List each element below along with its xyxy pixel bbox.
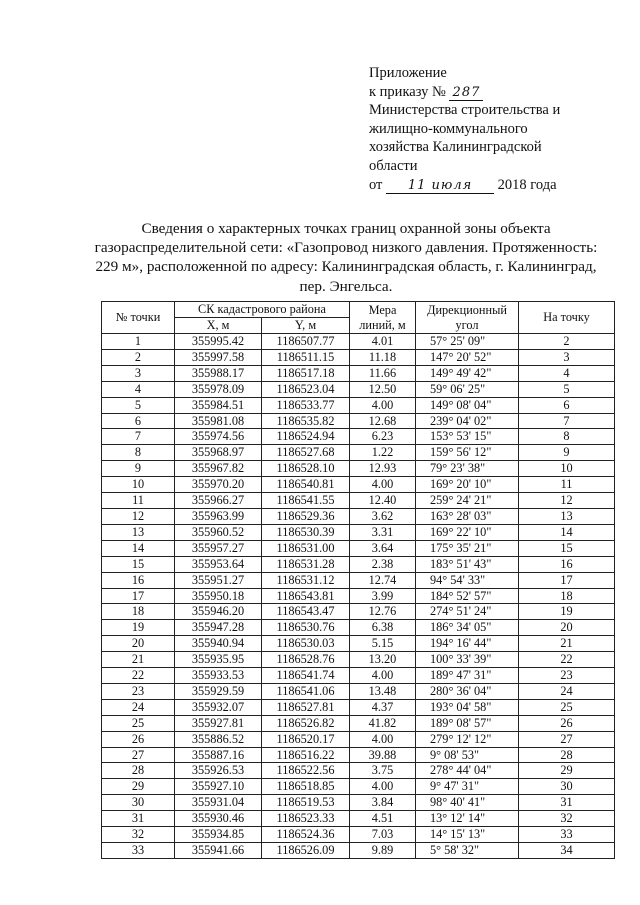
cell-direction: 59° 06' 25" <box>416 381 519 397</box>
cell-direction: 149° 49' 42" <box>416 365 519 381</box>
cell-point: 13 <box>102 524 175 540</box>
table-row <box>102 795 615 811</box>
cell-x: 355988.17 <box>175 365 262 381</box>
cell-direction: 100° 33' 39" <box>416 652 519 668</box>
cell-x: 355963.99 <box>175 508 262 524</box>
cell-direction: 175° 35' 21" <box>416 540 519 556</box>
header-to-point: На точку <box>519 302 615 334</box>
cell-y: 1186507.77 <box>262 334 350 350</box>
cell-x: 355960.52 <box>175 524 262 540</box>
cell-direction: 280° 36' 04" <box>416 683 519 699</box>
date-suffix: 2018 года <box>497 176 557 193</box>
cell-measure: 12.74 <box>350 572 416 588</box>
header-measure-line-2: линий, м <box>359 317 406 332</box>
table-row <box>102 827 615 843</box>
table-row <box>102 699 615 715</box>
cell-direction: 163° 28' 03" <box>416 508 519 524</box>
cell-y: 1186533.77 <box>262 397 350 413</box>
cell-x: 355941.66 <box>175 843 262 859</box>
cell-measure: 3.62 <box>350 508 416 524</box>
table-row <box>102 477 615 493</box>
appendix-title: Приложение <box>369 65 447 81</box>
cell-point: 9 <box>102 461 175 477</box>
cell-x: 355967.82 <box>175 461 262 477</box>
cell-y: 1186541.55 <box>262 493 350 509</box>
cell-y: 1186520.17 <box>262 731 350 747</box>
cell-x: 355927.81 <box>175 715 262 731</box>
cell-x: 355997.58 <box>175 349 262 365</box>
heading-line-3: 229 м», расположенной по адресу: Калининградская область, г. Калининград, <box>95 258 597 276</box>
table-row <box>102 620 615 636</box>
date-handwritten: 11 июля <box>386 179 494 194</box>
cell-point: 24 <box>102 699 175 715</box>
cell-measure: 39.88 <box>350 747 416 763</box>
cell-point: 12 <box>102 508 175 524</box>
cell-y: 1186523.33 <box>262 811 350 827</box>
cell-measure: 2.38 <box>350 556 416 572</box>
cell-x: 355957.27 <box>175 540 262 556</box>
cell-measure: 3.75 <box>350 763 416 779</box>
cell-x: 355934.85 <box>175 827 262 843</box>
cell-to-point: 27 <box>519 731 615 747</box>
cell-y: 1186535.82 <box>262 413 350 429</box>
cell-measure: 12.93 <box>350 461 416 477</box>
cell-point: 1 <box>102 334 175 350</box>
cell-measure: 12.40 <box>350 493 416 509</box>
cell-x: 355930.46 <box>175 811 262 827</box>
cell-to-point: 15 <box>519 540 615 556</box>
cell-x: 355981.08 <box>175 413 262 429</box>
ministry-line-1: Министерства строительства и <box>369 102 561 119</box>
cell-to-point: 28 <box>519 747 615 763</box>
cell-to-point: 17 <box>519 572 615 588</box>
cell-x: 355978.09 <box>175 381 262 397</box>
table-body <box>102 334 615 859</box>
cell-direction: 184° 52' 57" <box>416 588 519 604</box>
cell-x: 355946.20 <box>175 604 262 620</box>
cell-x: 355950.18 <box>175 588 262 604</box>
cell-direction: 57° 25' 09" <box>416 334 519 350</box>
cell-point: 17 <box>102 588 175 604</box>
cell-to-point: 26 <box>519 715 615 731</box>
cell-y: 1186524.36 <box>262 827 350 843</box>
cell-point: 23 <box>102 683 175 699</box>
cell-point: 29 <box>102 779 175 795</box>
cell-to-point: 7 <box>519 413 615 429</box>
cell-measure: 3.31 <box>350 524 416 540</box>
date-prefix: от <box>369 176 383 193</box>
table-row <box>102 381 615 397</box>
cell-to-point: 34 <box>519 843 615 859</box>
cell-point: 31 <box>102 811 175 827</box>
cell-measure: 6.23 <box>350 429 416 445</box>
cell-measure: 4.00 <box>350 477 416 493</box>
table-row <box>102 652 615 668</box>
cell-measure: 12.50 <box>350 381 416 397</box>
header-direction-line-1: Дирекционный <box>427 302 507 317</box>
cell-direction: 5° 58' 32" <box>416 843 519 859</box>
cell-point: 33 <box>102 843 175 859</box>
table-row <box>102 747 615 763</box>
cell-x: 355995.42 <box>175 334 262 350</box>
cell-direction: 189° 47' 31" <box>416 668 519 684</box>
table-row <box>102 588 615 604</box>
cell-to-point: 16 <box>519 556 615 572</box>
cell-measure: 6.38 <box>350 620 416 636</box>
cell-x: 355951.27 <box>175 572 262 588</box>
header-measure-line-1: Мера <box>368 302 397 317</box>
cell-to-point: 8 <box>519 429 615 445</box>
cell-x: 355932.07 <box>175 699 262 715</box>
cell-y: 1186543.47 <box>262 604 350 620</box>
table-row <box>102 811 615 827</box>
cell-direction: 189° 08' 57" <box>416 715 519 731</box>
table-row <box>102 715 615 731</box>
cell-to-point: 18 <box>519 588 615 604</box>
cell-direction: 239° 04' 02" <box>416 413 519 429</box>
cell-point: 2 <box>102 349 175 365</box>
cell-measure: 13.20 <box>350 652 416 668</box>
cell-to-point: 4 <box>519 365 615 381</box>
cell-to-point: 10 <box>519 461 615 477</box>
table-row <box>102 604 615 620</box>
cell-y: 1186511.15 <box>262 349 350 365</box>
cell-y: 1186518.85 <box>262 779 350 795</box>
cell-point: 30 <box>102 795 175 811</box>
cell-to-point: 30 <box>519 779 615 795</box>
ministry-line-3: хозяйства Калининградской <box>369 139 542 156</box>
cell-measure: 7.03 <box>350 827 416 843</box>
header-x: X, м <box>175 318 262 334</box>
ministry-line-4: области <box>369 157 418 174</box>
cell-measure: 5.15 <box>350 636 416 652</box>
cell-x: 355974.56 <box>175 429 262 445</box>
cell-to-point: 20 <box>519 620 615 636</box>
cell-point: 19 <box>102 620 175 636</box>
cell-y: 1186517.18 <box>262 365 350 381</box>
cell-to-point: 9 <box>519 445 615 461</box>
header-direction <box>416 302 519 334</box>
cell-y: 1186528.10 <box>262 461 350 477</box>
table-row <box>102 365 615 381</box>
cell-to-point: 14 <box>519 524 615 540</box>
cell-direction: 193° 04' 58" <box>416 699 519 715</box>
cell-direction: 259° 24' 21" <box>416 493 519 509</box>
cell-to-point: 11 <box>519 477 615 493</box>
cell-x: 355926.53 <box>175 763 262 779</box>
cell-to-point: 5 <box>519 381 615 397</box>
table-header <box>102 302 615 334</box>
order-number: 287 <box>449 86 483 101</box>
cell-measure: 9.89 <box>350 843 416 859</box>
cell-point: 25 <box>102 715 175 731</box>
heading-line-4: пер. Энгельса. <box>299 277 393 295</box>
cell-direction: 194° 16' 44" <box>416 636 519 652</box>
cell-direction: 13° 12' 14" <box>416 811 519 827</box>
cell-direction: 9° 08' 53" <box>416 747 519 763</box>
cell-to-point: 2 <box>519 334 615 350</box>
cell-point: 28 <box>102 763 175 779</box>
cell-point: 16 <box>102 572 175 588</box>
cell-point: 4 <box>102 381 175 397</box>
cell-y: 1186543.81 <box>262 588 350 604</box>
cell-direction: 159° 56' 12" <box>416 445 519 461</box>
ministry-line-2: жилищно-коммунального <box>369 120 528 137</box>
cell-point: 18 <box>102 604 175 620</box>
cell-y: 1186526.09 <box>262 843 350 859</box>
cell-point: 32 <box>102 827 175 843</box>
cell-direction: 79° 23' 38" <box>416 461 519 477</box>
cell-point: 11 <box>102 493 175 509</box>
cell-direction: 14° 15' 13" <box>416 827 519 843</box>
cell-y: 1186531.28 <box>262 556 350 572</box>
cell-direction: 149° 08' 04" <box>416 397 519 413</box>
table-row <box>102 763 615 779</box>
table-row <box>102 461 615 477</box>
cell-point: 7 <box>102 429 175 445</box>
cell-x: 355953.64 <box>175 556 262 572</box>
cell-direction: 183° 51' 43" <box>416 556 519 572</box>
cell-point: 8 <box>102 445 175 461</box>
cell-x: 355940.94 <box>175 636 262 652</box>
cell-x: 355886.52 <box>175 731 262 747</box>
cell-direction: 147° 20' 52" <box>416 349 519 365</box>
cell-measure: 4.00 <box>350 731 416 747</box>
cell-y: 1186541.74 <box>262 668 350 684</box>
cell-measure: 3.64 <box>350 540 416 556</box>
cell-y: 1186519.53 <box>262 795 350 811</box>
cell-measure: 12.68 <box>350 413 416 429</box>
cell-to-point: 6 <box>519 397 615 413</box>
table-row <box>102 445 615 461</box>
cell-y: 1186530.03 <box>262 636 350 652</box>
cell-point: 14 <box>102 540 175 556</box>
cell-measure: 4.01 <box>350 334 416 350</box>
cell-y: 1186540.81 <box>262 477 350 493</box>
table-row <box>102 493 615 509</box>
cell-x: 355933.53 <box>175 668 262 684</box>
table-row <box>102 508 615 524</box>
table-row <box>102 540 615 556</box>
table-row <box>102 636 615 652</box>
cell-x: 355984.51 <box>175 397 262 413</box>
cell-direction: 153° 53' 15" <box>416 429 519 445</box>
cell-measure: 3.84 <box>350 795 416 811</box>
cell-direction: 9° 47' 31" <box>416 779 519 795</box>
cell-to-point: 3 <box>519 349 615 365</box>
cell-point: 20 <box>102 636 175 652</box>
table-row <box>102 683 615 699</box>
table-row <box>102 524 615 540</box>
cell-y: 1186530.39 <box>262 524 350 540</box>
table-row <box>102 668 615 684</box>
cell-measure: 4.37 <box>350 699 416 715</box>
cell-measure: 11.18 <box>350 349 416 365</box>
cell-point: 5 <box>102 397 175 413</box>
cell-point: 27 <box>102 747 175 763</box>
cell-point: 26 <box>102 731 175 747</box>
cell-x: 355968.97 <box>175 445 262 461</box>
cell-x: 355931.04 <box>175 795 262 811</box>
cell-x: 355927.10 <box>175 779 262 795</box>
cell-measure: 41.82 <box>350 715 416 731</box>
cell-point: 10 <box>102 477 175 493</box>
cell-to-point: 13 <box>519 508 615 524</box>
table-row <box>102 843 615 859</box>
cell-measure: 3.99 <box>350 588 416 604</box>
header-y: Y, м <box>262 318 350 334</box>
table-row <box>102 779 615 795</box>
order-line <box>369 83 619 102</box>
order-prefix: к приказу № <box>369 83 446 100</box>
cell-direction: 169° 22' 10" <box>416 524 519 540</box>
cell-y: 1186528.76 <box>262 652 350 668</box>
header-direction-line-2: угол <box>455 317 479 332</box>
cell-x: 355966.27 <box>175 493 262 509</box>
cell-y: 1186524.94 <box>262 429 350 445</box>
header-sk: СК кадастрового района <box>175 302 350 318</box>
cell-x: 355935.95 <box>175 652 262 668</box>
cell-to-point: 24 <box>519 683 615 699</box>
table-row <box>102 731 615 747</box>
cell-point: 22 <box>102 668 175 684</box>
cell-measure: 1.22 <box>350 445 416 461</box>
header-measure <box>350 302 416 334</box>
cell-x: 355947.28 <box>175 620 262 636</box>
table-row <box>102 572 615 588</box>
points-table <box>101 301 615 859</box>
cell-point: 6 <box>102 413 175 429</box>
cell-direction: 94° 54' 33" <box>416 572 519 588</box>
cell-to-point: 33 <box>519 827 615 843</box>
cell-to-point: 23 <box>519 668 615 684</box>
document-heading <box>86 219 606 296</box>
cell-measure: 4.00 <box>350 397 416 413</box>
cell-y: 1186527.81 <box>262 699 350 715</box>
cell-to-point: 32 <box>519 811 615 827</box>
table-row <box>102 334 615 350</box>
cell-direction: 186° 34' 05" <box>416 620 519 636</box>
cell-to-point: 21 <box>519 636 615 652</box>
cell-x: 355970.20 <box>175 477 262 493</box>
cell-y: 1186541.06 <box>262 683 350 699</box>
cell-x: 355929.59 <box>175 683 262 699</box>
cell-direction: 169° 20' 10" <box>416 477 519 493</box>
table-row <box>102 349 615 365</box>
table-row <box>102 556 615 572</box>
cell-y: 1186526.82 <box>262 715 350 731</box>
cell-y: 1186530.76 <box>262 620 350 636</box>
cell-point: 21 <box>102 652 175 668</box>
table-row <box>102 397 615 413</box>
cell-to-point: 22 <box>519 652 615 668</box>
cell-y: 1186527.68 <box>262 445 350 461</box>
table-row <box>102 413 615 429</box>
cell-y: 1186516.22 <box>262 747 350 763</box>
cell-to-point: 31 <box>519 795 615 811</box>
cell-y: 1186529.36 <box>262 508 350 524</box>
cell-measure: 4.51 <box>350 811 416 827</box>
cell-measure: 11.66 <box>350 365 416 381</box>
heading-line-1: Сведения о характерных точках границ охранной зоны объекта <box>141 220 551 237</box>
cell-measure: 4.00 <box>350 779 416 795</box>
cell-measure: 12.76 <box>350 604 416 620</box>
cell-y: 1186531.12 <box>262 572 350 588</box>
cell-y: 1186522.56 <box>262 763 350 779</box>
cell-to-point: 12 <box>519 493 615 509</box>
appendix-block <box>369 64 619 194</box>
cell-measure: 13.48 <box>350 683 416 699</box>
cell-direction: 274° 51' 24" <box>416 604 519 620</box>
cell-direction: 98° 40' 41" <box>416 795 519 811</box>
cell-direction: 279° 12' 12" <box>416 731 519 747</box>
cell-x: 355887.16 <box>175 747 262 763</box>
cell-point: 3 <box>102 365 175 381</box>
cell-to-point: 25 <box>519 699 615 715</box>
heading-line-2: газораспределительной сети: «Газопровод низкого давления. Протяженность: <box>94 239 598 257</box>
cell-direction: 278° 44' 04" <box>416 763 519 779</box>
cell-to-point: 19 <box>519 604 615 620</box>
date-line <box>369 176 619 195</box>
header-point: № точки <box>102 302 175 334</box>
cell-measure: 4.00 <box>350 668 416 684</box>
cell-y: 1186531.00 <box>262 540 350 556</box>
table-row <box>102 429 615 445</box>
cell-to-point: 29 <box>519 763 615 779</box>
cell-y: 1186523.04 <box>262 381 350 397</box>
cell-point: 15 <box>102 556 175 572</box>
